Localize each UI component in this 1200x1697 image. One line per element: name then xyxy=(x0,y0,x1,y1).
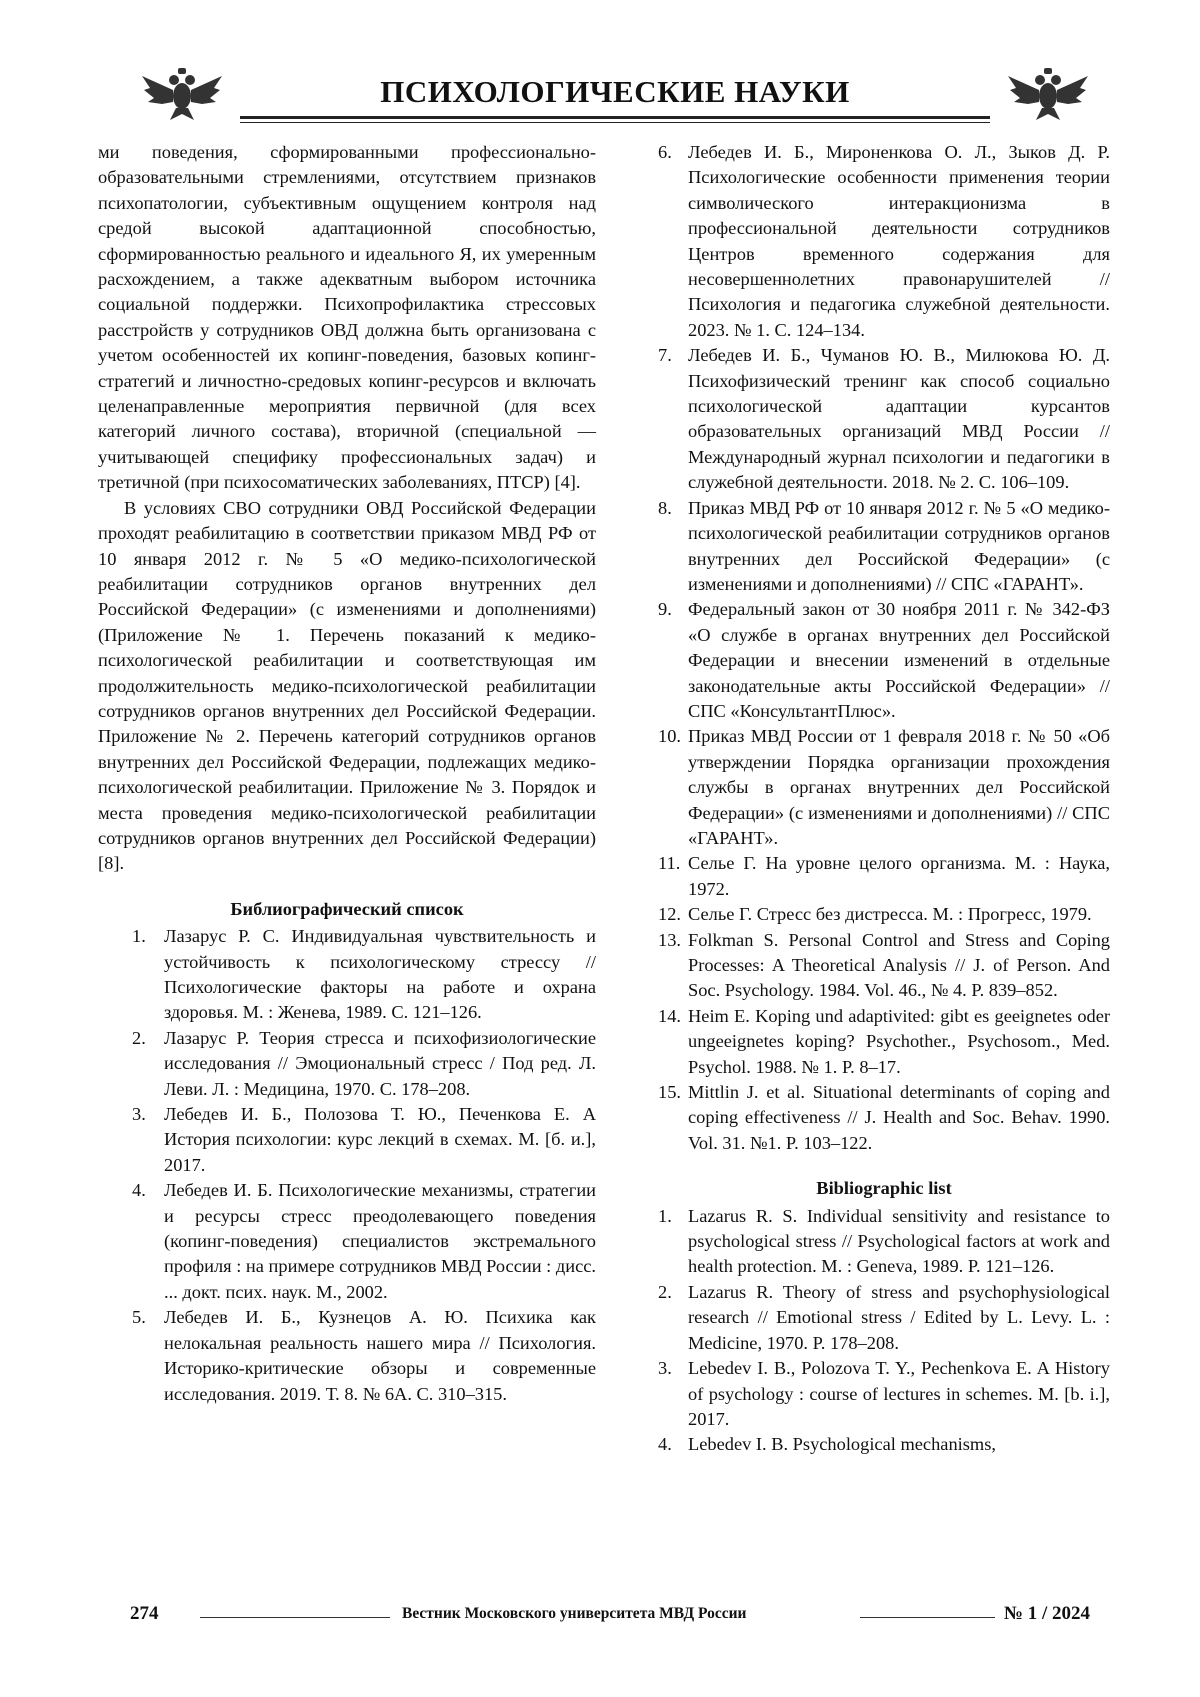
page-number: 274 xyxy=(130,1603,159,1624)
page-footer xyxy=(120,1603,1090,1633)
reference-item xyxy=(658,1204,1110,1280)
reference-text: Mittlin J. et al. Situational determinants of coping and coping effectiveness // J. Health and Soc. Behav. 1990. Vol. 31. №1. P. 103–122. xyxy=(688,1082,1110,1153)
reference-item xyxy=(98,1178,596,1305)
reference-number: 4. xyxy=(658,1434,672,1455)
reference-number: 3. xyxy=(658,1358,672,1379)
reference-number: 15. xyxy=(658,1082,681,1103)
reference-number: 14. xyxy=(658,1005,681,1026)
english-reference-list xyxy=(658,1204,1110,1458)
reference-item xyxy=(658,1280,1110,1356)
reference-item xyxy=(658,140,1110,343)
header-rule-thin xyxy=(240,122,990,123)
reference-number: 2. xyxy=(658,1281,672,1302)
reference-number: 1. xyxy=(132,926,146,947)
reference-item xyxy=(658,724,1110,851)
reference-text: Лазарус Р. Теория стресса и психофизиологические исследования // Эмоциональный стресс / Под ред. Л. Леви. Л. : Медицина, 1970. С. 178–208. xyxy=(164,1027,596,1099)
left-column xyxy=(98,140,596,1407)
reference-item xyxy=(658,1080,1110,1156)
reference-number: 6. xyxy=(658,142,672,162)
footer-rule xyxy=(200,1617,390,1618)
reference-item xyxy=(658,928,1110,1004)
reference-text: Федеральный закон от 30 ноября 2011 г. № 342-ФЗ «О службе в органах внутренних дел Российской Федерации и внесении изменений в отдельные законодательные акты Российской Федерации» // СПС «КонсультантПлюс». xyxy=(688,599,1110,721)
reference-text: Приказ МВД РФ от 10 января 2012 г. № 5 «О медико-психологической реабилитации сотрудников органов внутренних дел Российской Федерации» (с изменениями и дополнениями) // СПС «ГАРАНТ». xyxy=(688,497,1110,594)
body-paragraph: В условиях СВО сотрудники ОВД Российской Федерации проходят реабилитацию в соответствии приказом МВД РФ от 10 января 2012 г. № 5 «О медико-психологической реабилитации сотрудников органов внутренних дел Российской Федерации» (с изменениями и дополнениями) (Приложение № 1. Перечень показаний к медико-психологической реабилитации и соответствующая им продолжительность медико-психологической реабилитации сотрудников органов внутренних дел Российской Федерации. Приложение № 2. Перечень категорий сотрудников органов внутренних дел Российской Федерации, подлежащих медико-психологической реабилитации. Приложение № 3. Порядок и места проведения медико-психологической реабилитации сотрудников органов внутренних дел Российской Федерации) [8]. xyxy=(98,497,596,874)
reference-list xyxy=(658,140,1110,1156)
reference-text: Лазарус Р. С. Индивидуальная чувствительность и устойчивость к психологическому стрессу // Психологические факторы на работе и охрана здоровья. М. : Женева, 1989. С. 121–126. xyxy=(164,926,596,1023)
reference-number: 11. xyxy=(658,853,681,874)
reference-number: 8. xyxy=(658,497,672,518)
reference-text: Селье Г. Стресс без дистресса. М. : Прогресс, 1979. xyxy=(688,904,1092,925)
reference-number: 7. xyxy=(658,345,672,366)
reference-number: 4. xyxy=(132,1180,146,1201)
reference-item xyxy=(658,851,1110,902)
reference-list xyxy=(98,924,596,1407)
reference-text: Lazarus R. Theory of stress and psychophysiological research // Emotional stress / Edited by L. Levy. L. : Medicine, 1970. P. 178–208. xyxy=(688,1281,1110,1353)
body-paragraph: ми поведения, сформированными профессионально-образовательными стремлениями, отсутствием признаков психопатологии, субъективным ощущением контроля над средой высокой адаптационной способностью, сформированностью реального и идеального Я, их умеренным расхождением, а также адекватным выбором источника социальной поддержки. Психопрофилактика стрессовых расстройств у сотрудников ОВД должна быть организована с учетом особенностей их копинг-поведения, базовых копинг-стратегий и личностно-средовых копинг-ресурсов и включать целенаправленные мероприятия первичной (для всех категорий личного состава), вторичной (специальной — учитывающей специфику профессиональных задач) и третичной (при психосоматических заболеваниях, ПТСР) [4]. xyxy=(98,142,596,493)
reference-number: 2. xyxy=(132,1027,146,1048)
reference-number: 12. xyxy=(658,904,681,925)
right-column xyxy=(658,140,1110,1458)
reference-text: Лебедев И. Б. Психологические механизмы, стратегии и ресурсы стресс преодолевающего поведения (копинг-поведения) специалистов экстремального профиля : на примере сотрудников МВД России : дисс. ... докт. псих. наук. М., 2002. xyxy=(164,1180,596,1302)
reference-text: Селье Г. На уровне целого организма. М. : Наука, 1972. xyxy=(688,853,1110,899)
reference-text: Лебедев И. Б., Кузнецов А. Ю. Психика как нелокальная реальность нашего мира // Психология. Историко-критические обзоры и современные исследования. 2019. Т. 8. № 6А. С. 310–315. xyxy=(164,1307,596,1404)
reference-item xyxy=(658,1432,1110,1457)
header-rule xyxy=(240,116,990,119)
page-header xyxy=(140,66,1090,126)
reference-item xyxy=(658,902,1110,927)
reference-item xyxy=(658,1004,1110,1080)
reference-text: Приказ МВД России от 1 февраля 2018 г. № 50 «Об утверждении Порядка организации прохождения службы в органах внутренних дел Российской Федерации» (с изменениями и дополнениями) // СПС «ГАРАНТ». xyxy=(688,726,1110,848)
reference-item xyxy=(658,1356,1110,1432)
issue-number: № 1 / 2024 xyxy=(1003,1603,1090,1624)
reference-item xyxy=(658,597,1110,724)
reference-text: Лебедев И. Б., Полозова Т. Ю., Печенкова Е. А История психологии: курс лекций в схемах. М. [б. и.], 2017. xyxy=(164,1104,596,1175)
bibliographic-list-title: Bibliographic list xyxy=(816,1178,952,1199)
reference-item xyxy=(98,1305,596,1407)
reference-number: 1. xyxy=(658,1205,672,1226)
page-title: ПСИХОЛОГИЧЕСКИЕ НАУКИ xyxy=(380,74,850,109)
reference-number: 9. xyxy=(658,599,672,620)
reference-number: 5. xyxy=(132,1307,146,1328)
reference-item xyxy=(658,343,1110,495)
reference-text: Лебедев И. Б., Чуманов Ю. В., Милюкова Ю. Д. Психофизический тренинг как способ социально психологической адаптации курсантов образовательных организаций МВД России // Международный журнал психологии и педагогики в служебной деятельности. 2018. № 2. С. 106–109. xyxy=(688,345,1110,493)
reference-item xyxy=(98,1026,596,1102)
reference-item xyxy=(658,496,1110,598)
reference-text: Lebedev I. B., Polozova T. Y., Pechenkova E. A History of psychology : course of lectures in schemes. M. [b. i.], 2017. xyxy=(688,1358,1110,1429)
reference-number: 13. xyxy=(658,929,681,950)
reference-text: Heim E. Koping und adaptivited: gibt es geeignetes oder ungeeignetes koping? Psychother., Psychosom., Med. Psychol. 1988. № 1. P. 8–17. xyxy=(688,1005,1110,1077)
double-headed-eagle-icon xyxy=(1006,66,1090,122)
footer-rule xyxy=(860,1617,995,1618)
reference-text: Lebedev I. B. Psychological mechanisms, xyxy=(688,1434,996,1455)
reference-number: 10. xyxy=(658,726,681,747)
double-headed-eagle-icon xyxy=(140,66,224,122)
reference-item xyxy=(98,924,596,1026)
reference-text: Лебедев И. Б., Мироненкова О. Л., Зыков Д. Р. Психологические особенности применения теории символического интеракционизма в профессиональной деятельности сотрудников Центров временного содержания для несовершеннолетних правонарушителей // Психология и педагогика служебной деятельности. 2023. № 1. С. 124–134. xyxy=(688,142,1110,340)
reference-text: Lazarus R. S. Individual sensitivity and resistance to psychological stress // Psychological factors at work and health protection. M. : Geneva, 1989. P. 121–126. xyxy=(688,1205,1110,1277)
reference-number: 3. xyxy=(132,1104,146,1125)
reference-item xyxy=(98,1102,596,1178)
bibliography-title: Библиографический список xyxy=(230,898,464,919)
journal-name: Вестник Московского университета МВД России xyxy=(402,1605,747,1622)
reference-text: Folkman S. Personal Control and Stress and Coping Processes: A Theoretical Analysis // J. of Person. And Soc. Psychology. 1984. Vol. 46., № 4. P. 839–852. xyxy=(688,929,1110,1001)
